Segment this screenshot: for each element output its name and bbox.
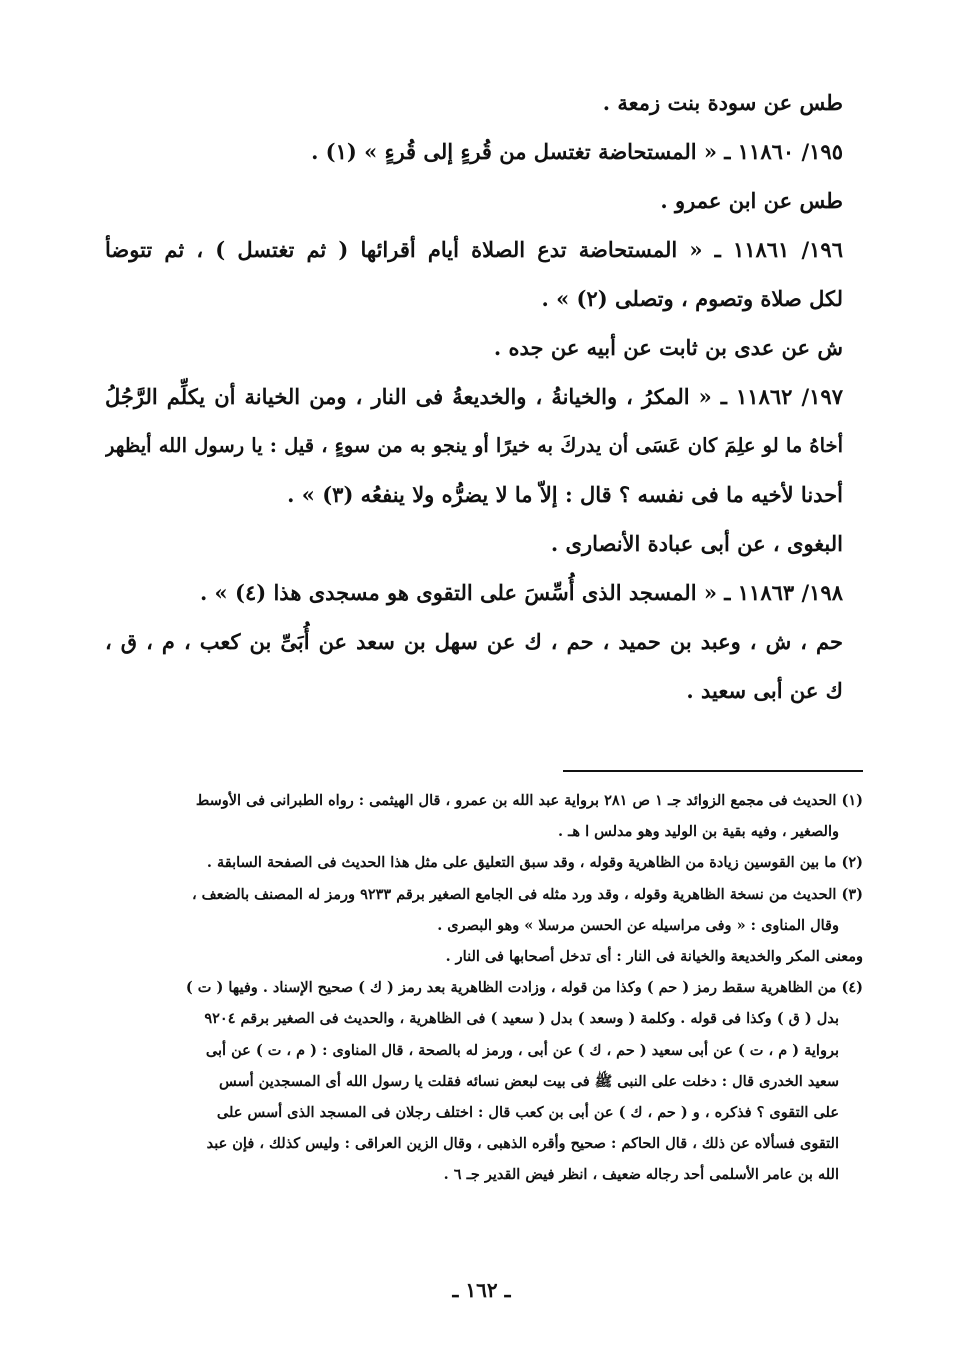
hadith-196: ١٩٦/ ١١٨٦١ ـ « المستحاضة تدع الصلاة أيام أقرائها ( ثم تغتسل ) ، ثم تتوضأ [105,237,843,262]
footnote-3: (٣) الحديث من نسخة الظاهرية وقوله ، وقد ورد مثله فى الجامع الصغير برقم ٩٢٣٣ ورمز له المصنف بالضعف ، [191,885,863,903]
page-number: ـ ١٦٢ ـ [452,1278,511,1302]
footnotes [100,785,863,1190]
footnote-4: (٤) من الظاهرية سقط رمز ( حم ) وكذا من قوله ، وزادت الظاهرية بعد رمز ( ك ) صحيح الإسناد . وفيها ( ت ) [185,979,863,997]
text-line: لكل صلاة وتصوم ، وتصلى (٢) » . [541,286,843,311]
footnote-separator [563,770,863,772]
text-line: ش عن عدى بن ثابت عن أبيه عن جده . [493,335,843,360]
hadith-197: ١٩٧/ ١١٨٦٢ ـ « المكرُ ، والخيانةُ ، والخديعةُ فى النار ، ومن الخيانة أن يكلِّم الرَّجُلُ [105,384,843,409]
text-line: طس عن ابن عمرو . [660,188,843,213]
hadith-198: ١٩٨/ ١١٨٦٣ ـ « المسجد الذى أُسِّسَ على التقوى هو مسجدى هذا (٤) » . [199,580,843,605]
hadith-195: ١٩٥/ ١١٨٦٠ ـ « المستحاضة تغتسل من قُرءٍ إلى قُرءٍ » (١) . [311,139,843,164]
footnote-line: وقال المناوى : « وفى مراسيله عن الحسن مرسلا » وهو البصرى . [437,916,839,934]
footnote-line: الله بن عامر الأسلمى أحد رجاله ضعيف ، انظر فيض القدير جـ ٦ . [443,1166,839,1184]
footnote-line: بدل ( ق ) وكذا فى قوله . وكلمة ( وسعد ) بدل ( سعيد ) فى الظاهرية ، والحديث فى الصغير برقم ٩٢٠٤ [204,1010,839,1028]
footnote-line: التقوى فسألاه عن ذلك ، قال الحاكم : صحيح وأقره الذهبى ، وقال الزين العراقى : وليس كذلك ، فإن عبد [206,1135,839,1153]
text-line: حم ، ش ، وعبد بن حميد ، حم ، ك عن سهل بن سعد عن أُبَىِّ بن كعب ، م ، ق ، [105,629,843,654]
footnote-1: (١) الحديث فى مجمع الزوائد جـ ١ ص ٢٨١ برواية عبد الله بن عمرو ، قال الهيثمى : رواه الطبرانى فى الأوسط [195,792,863,809]
footnote-line: والصغير ، وفيه بقية بن الوليد وهو مدلس ا هـ . [558,823,839,841]
footnote-line: على التقوى ؟ فذكره ، و ( حم ، ك ) عن أبى بن كعب قال : اختلف رجلان فى المسجد الذى أسس على [216,1103,839,1121]
footnote-line: ومعنى المكر والخديعة والخيانة فى النار : أى تدخل أصحابها فى النار . [445,947,863,965]
text-line: ك عن أبى سعيد . [686,678,843,703]
text-line: طس عن سودة بنت زمعة . [602,90,843,115]
footnote-line: سعيد الخدرى قال : دخلت على النبى ﷺ فى بيت لبعض نسائه فقلت يا رسول الله أى المسجدين أسس [218,1072,839,1090]
text-line: أخاهُ ما لو علِمَ كان عَسَى أن يدركَ به خيرًا أو ينجو به من سوءٍ ، قيل : يا رسول الله أيظهر [105,434,843,457]
footnote-2: (٢) ما بين القوسين زيادة من الظاهرية وقوله ، وقد سبق التعليق على مثل هذا الحديث فى الصفحة السابقة . [206,854,863,872]
text-line: أحدنا لأخيه ما فى نفسه ؟ قال : إلاّ ما لا يضرُّه ولا ينفعُه (٣) » . [287,482,843,507]
text-line: البغوى ، عن أبى عبادة الأنصارى . [550,531,843,556]
footnote-line: برواية ( م ، ت ) عن أبى سعيد ( حم ، ك ) عن أبى ، ورمز له بالصحة ، قال المناوى : ( م ، ت ) عن أبى [205,1041,839,1059]
main-text [105,78,843,715]
